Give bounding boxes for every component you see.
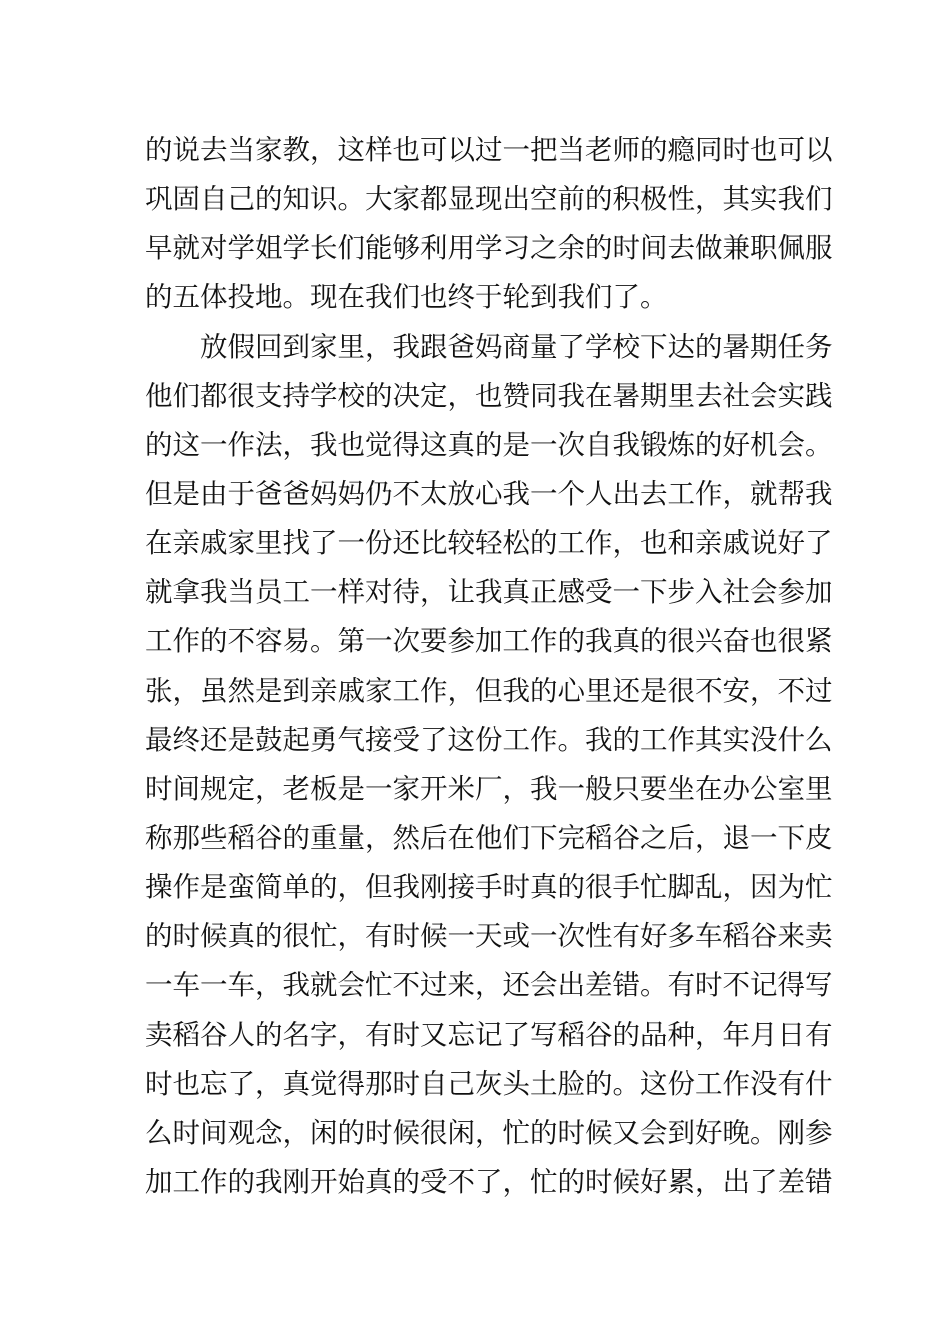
text-line: 的这一作法，我也觉得这真的是一次自我锻炼的好机会。 xyxy=(145,428,833,461)
body-text xyxy=(145,126,833,1207)
text-line: 时也忘了，真觉得那时自己灰头土脸的。这份工作没有什 xyxy=(145,1067,833,1100)
text-line: 的时候真的很忙，有时候一天或一次性有好多车稻谷来卖 xyxy=(145,920,833,953)
text-line: 在亲戚家里找了一份还比较轻松的工作，也和亲戚说好了 xyxy=(145,527,833,560)
text-line: 一车一车，我就会忙不过来，还会出差错。有时不记得写 xyxy=(145,969,833,1002)
text-line: 张，虽然是到亲戚家工作，但我的心里还是很不安，不过 xyxy=(145,674,833,707)
text-line: 但是由于爸爸妈妈仍不太放心我一个人出去工作，就帮我 xyxy=(145,477,833,510)
text-line: 巩固自己的知识。大家都显现出空前的积极性，其实我们 xyxy=(145,183,833,216)
text-line: 称那些稻谷的重量，然后在他们下完稻谷之后，退一下皮 xyxy=(145,821,833,854)
text-line: 时间规定，老板是一家开米厂，我一般只要坐在办公室里 xyxy=(145,772,833,805)
text-line: 工作的不容易。第一次要参加工作的我真的很兴奋也很紧 xyxy=(145,625,833,658)
text-line: 加工作的我刚开始真的受不了，忙的时候好累，出了差错 xyxy=(145,1165,833,1198)
text-line: 就拿我当员工一样对待，让我真正感受一下步入社会参加 xyxy=(145,576,833,609)
text-line: 最终还是鼓起勇气接受了这份工作。我的工作其实没什么 xyxy=(145,723,833,756)
text-line: 卖稻谷人的名字，有时又忘记了写稻谷的品种，年月日有 xyxy=(145,1018,833,1051)
text-line: 早就对学姐学长们能够利用学习之余的时间去做兼职佩服 xyxy=(145,232,833,265)
text-line: 他们都很支持学校的决定，也赞同我在暑期里去社会实践 xyxy=(145,379,833,412)
paragraph-start-line: 放假回到家里，我跟爸妈商量了学校下达的暑期任务 xyxy=(200,330,833,363)
paragraph-end-line: 的五体投地。现在我们也终于轮到我们了。 xyxy=(145,281,668,314)
text-line: 的说去当家教，这样也可以过一把当老师的瘾同时也可以 xyxy=(145,134,833,166)
text-line: 么时间观念，闲的时候很闲，忙的时候又会到好晚。刚参 xyxy=(145,1116,833,1149)
text-line: 操作是蛮简单的，但我刚接手时真的很手忙脚乱，因为忙 xyxy=(145,871,833,904)
